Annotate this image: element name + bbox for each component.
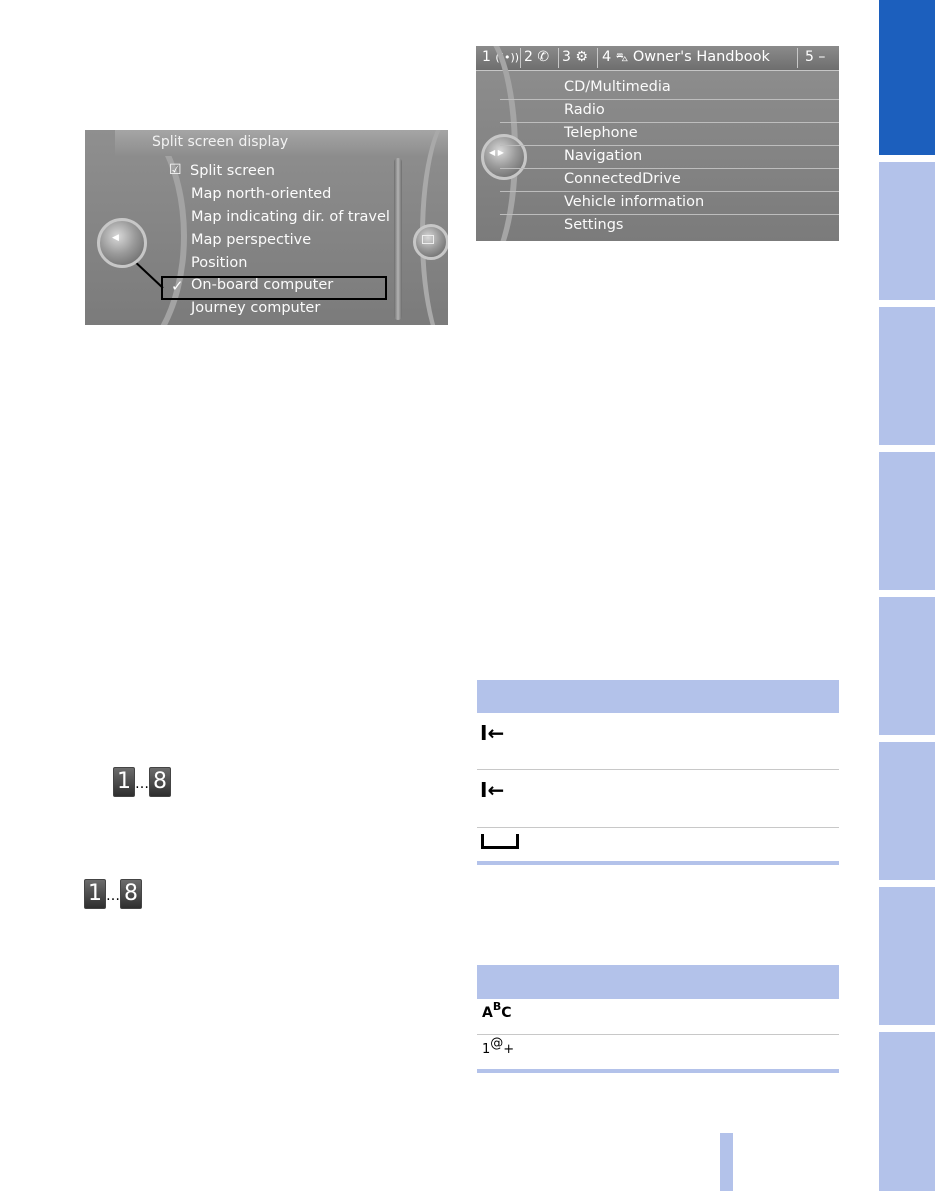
keycap-last: 8 [149, 767, 171, 797]
tab-4-label: Owner's Handbook [632, 49, 770, 65]
menu-item-connecteddrive[interactable]: ConnectedDrive [564, 171, 681, 187]
menu-separator [500, 122, 839, 123]
menu-separator [500, 99, 839, 100]
tab-4[interactable] [602, 49, 770, 66]
keycap-first: 1 [113, 767, 135, 797]
tab-divider [558, 48, 559, 68]
tab-divider [520, 48, 521, 68]
menu-item-map-north[interactable]: Map north-oriented [191, 186, 332, 202]
car-book-icon: ⛍ [615, 50, 629, 64]
menu-item-map-direction[interactable]: Map indicating dir. of travel [191, 209, 390, 225]
phone-icon: ✆ [537, 49, 550, 65]
table1-bottom-rule [477, 861, 839, 865]
tab-divider [797, 48, 798, 68]
tab-3[interactable] [562, 49, 588, 65]
controller-knob[interactable] [97, 218, 147, 268]
page-number-bar [720, 1133, 733, 1191]
menu-item-navigation[interactable]: Navigation [564, 148, 643, 164]
menu-item-journey-computer[interactable]: Journey computer [191, 300, 321, 316]
tab-2[interactable] [524, 49, 549, 65]
split-screen-display-screenshot [85, 130, 448, 325]
main-menu-screenshot [476, 46, 839, 241]
controller-knob[interactable] [481, 134, 527, 180]
keycap-first: 1 [84, 879, 106, 909]
menu-separator [500, 214, 839, 215]
mark-split-screen: ☑ [169, 162, 182, 178]
table1-row-rule [477, 827, 839, 828]
table2-header [477, 965, 839, 999]
side-tab-4[interactable] [879, 452, 935, 590]
menu-item-settings[interactable]: Settings [564, 217, 624, 233]
side-tab-2[interactable] [879, 162, 935, 300]
tab-5[interactable] [805, 49, 825, 65]
space-icon [481, 834, 517, 849]
delete-letter-icon: I← [480, 721, 505, 745]
arrow-left-icon: ◀ [112, 233, 119, 243]
radio-wave-icon: ((•)) [495, 51, 520, 64]
table2-bottom-rule [477, 1069, 839, 1073]
menu-item-position[interactable]: Position [191, 255, 248, 271]
side-tab-8[interactable] [879, 1032, 935, 1191]
space-bar-shape [481, 834, 519, 849]
menu-separator [500, 191, 839, 192]
menu-item-radio[interactable]: Radio [564, 102, 605, 118]
tab-5-number: 5 [805, 49, 814, 65]
letters-mode-icon: $A^BC$ [482, 1000, 512, 1021]
delete-all-icon: I← [480, 778, 505, 802]
map-icon [422, 235, 434, 244]
menu-item-cd-multimedia[interactable]: CD/Multimedia [564, 79, 671, 95]
side-tab-active[interactable] [879, 0, 935, 155]
side-tab-3[interactable] [879, 307, 935, 445]
menu-item-map-perspective[interactable]: Map perspective [191, 232, 312, 248]
menu-item-telephone[interactable]: Telephone [564, 125, 638, 141]
keycap-last: 8 [120, 879, 142, 909]
side-tab-6[interactable] [879, 742, 935, 880]
tab-1-number: 1 [482, 49, 491, 65]
arrow-left-right-icon: ◀ ▶ [489, 148, 504, 157]
menu-item-split-screen[interactable]: Split screen [190, 163, 275, 179]
keycap-dots: … [135, 776, 149, 792]
tab-2-number: 2 [524, 49, 533, 65]
menu-separator [500, 145, 839, 146]
table2-row-rule [477, 1034, 839, 1035]
tab-4-number: 4 [602, 49, 612, 65]
scroll-track [394, 158, 402, 320]
side-tab-7[interactable] [879, 887, 935, 1025]
screen-title: Split screen display [152, 134, 289, 150]
menu-separator [500, 168, 839, 169]
side-tab-5[interactable] [879, 597, 935, 735]
keycap-group-1 [113, 767, 171, 797]
gear-icon: ⚙ [575, 49, 588, 65]
table1-header [477, 680, 839, 713]
menu-item-onboard-computer[interactable]: On-board computer [191, 277, 334, 293]
keycap-dots: … [106, 888, 120, 904]
mark-onboard-computer: ✓ [171, 277, 184, 295]
symbols-mode-icon: 1@+ [482, 1036, 515, 1057]
table1-row-rule [477, 769, 839, 770]
tab-divider [597, 48, 598, 68]
dash-icon: – [818, 49, 826, 65]
keycap-group-2 [84, 879, 142, 909]
menu-item-vehicle-information[interactable]: Vehicle information [564, 194, 705, 210]
tab-3-number: 3 [562, 49, 571, 65]
